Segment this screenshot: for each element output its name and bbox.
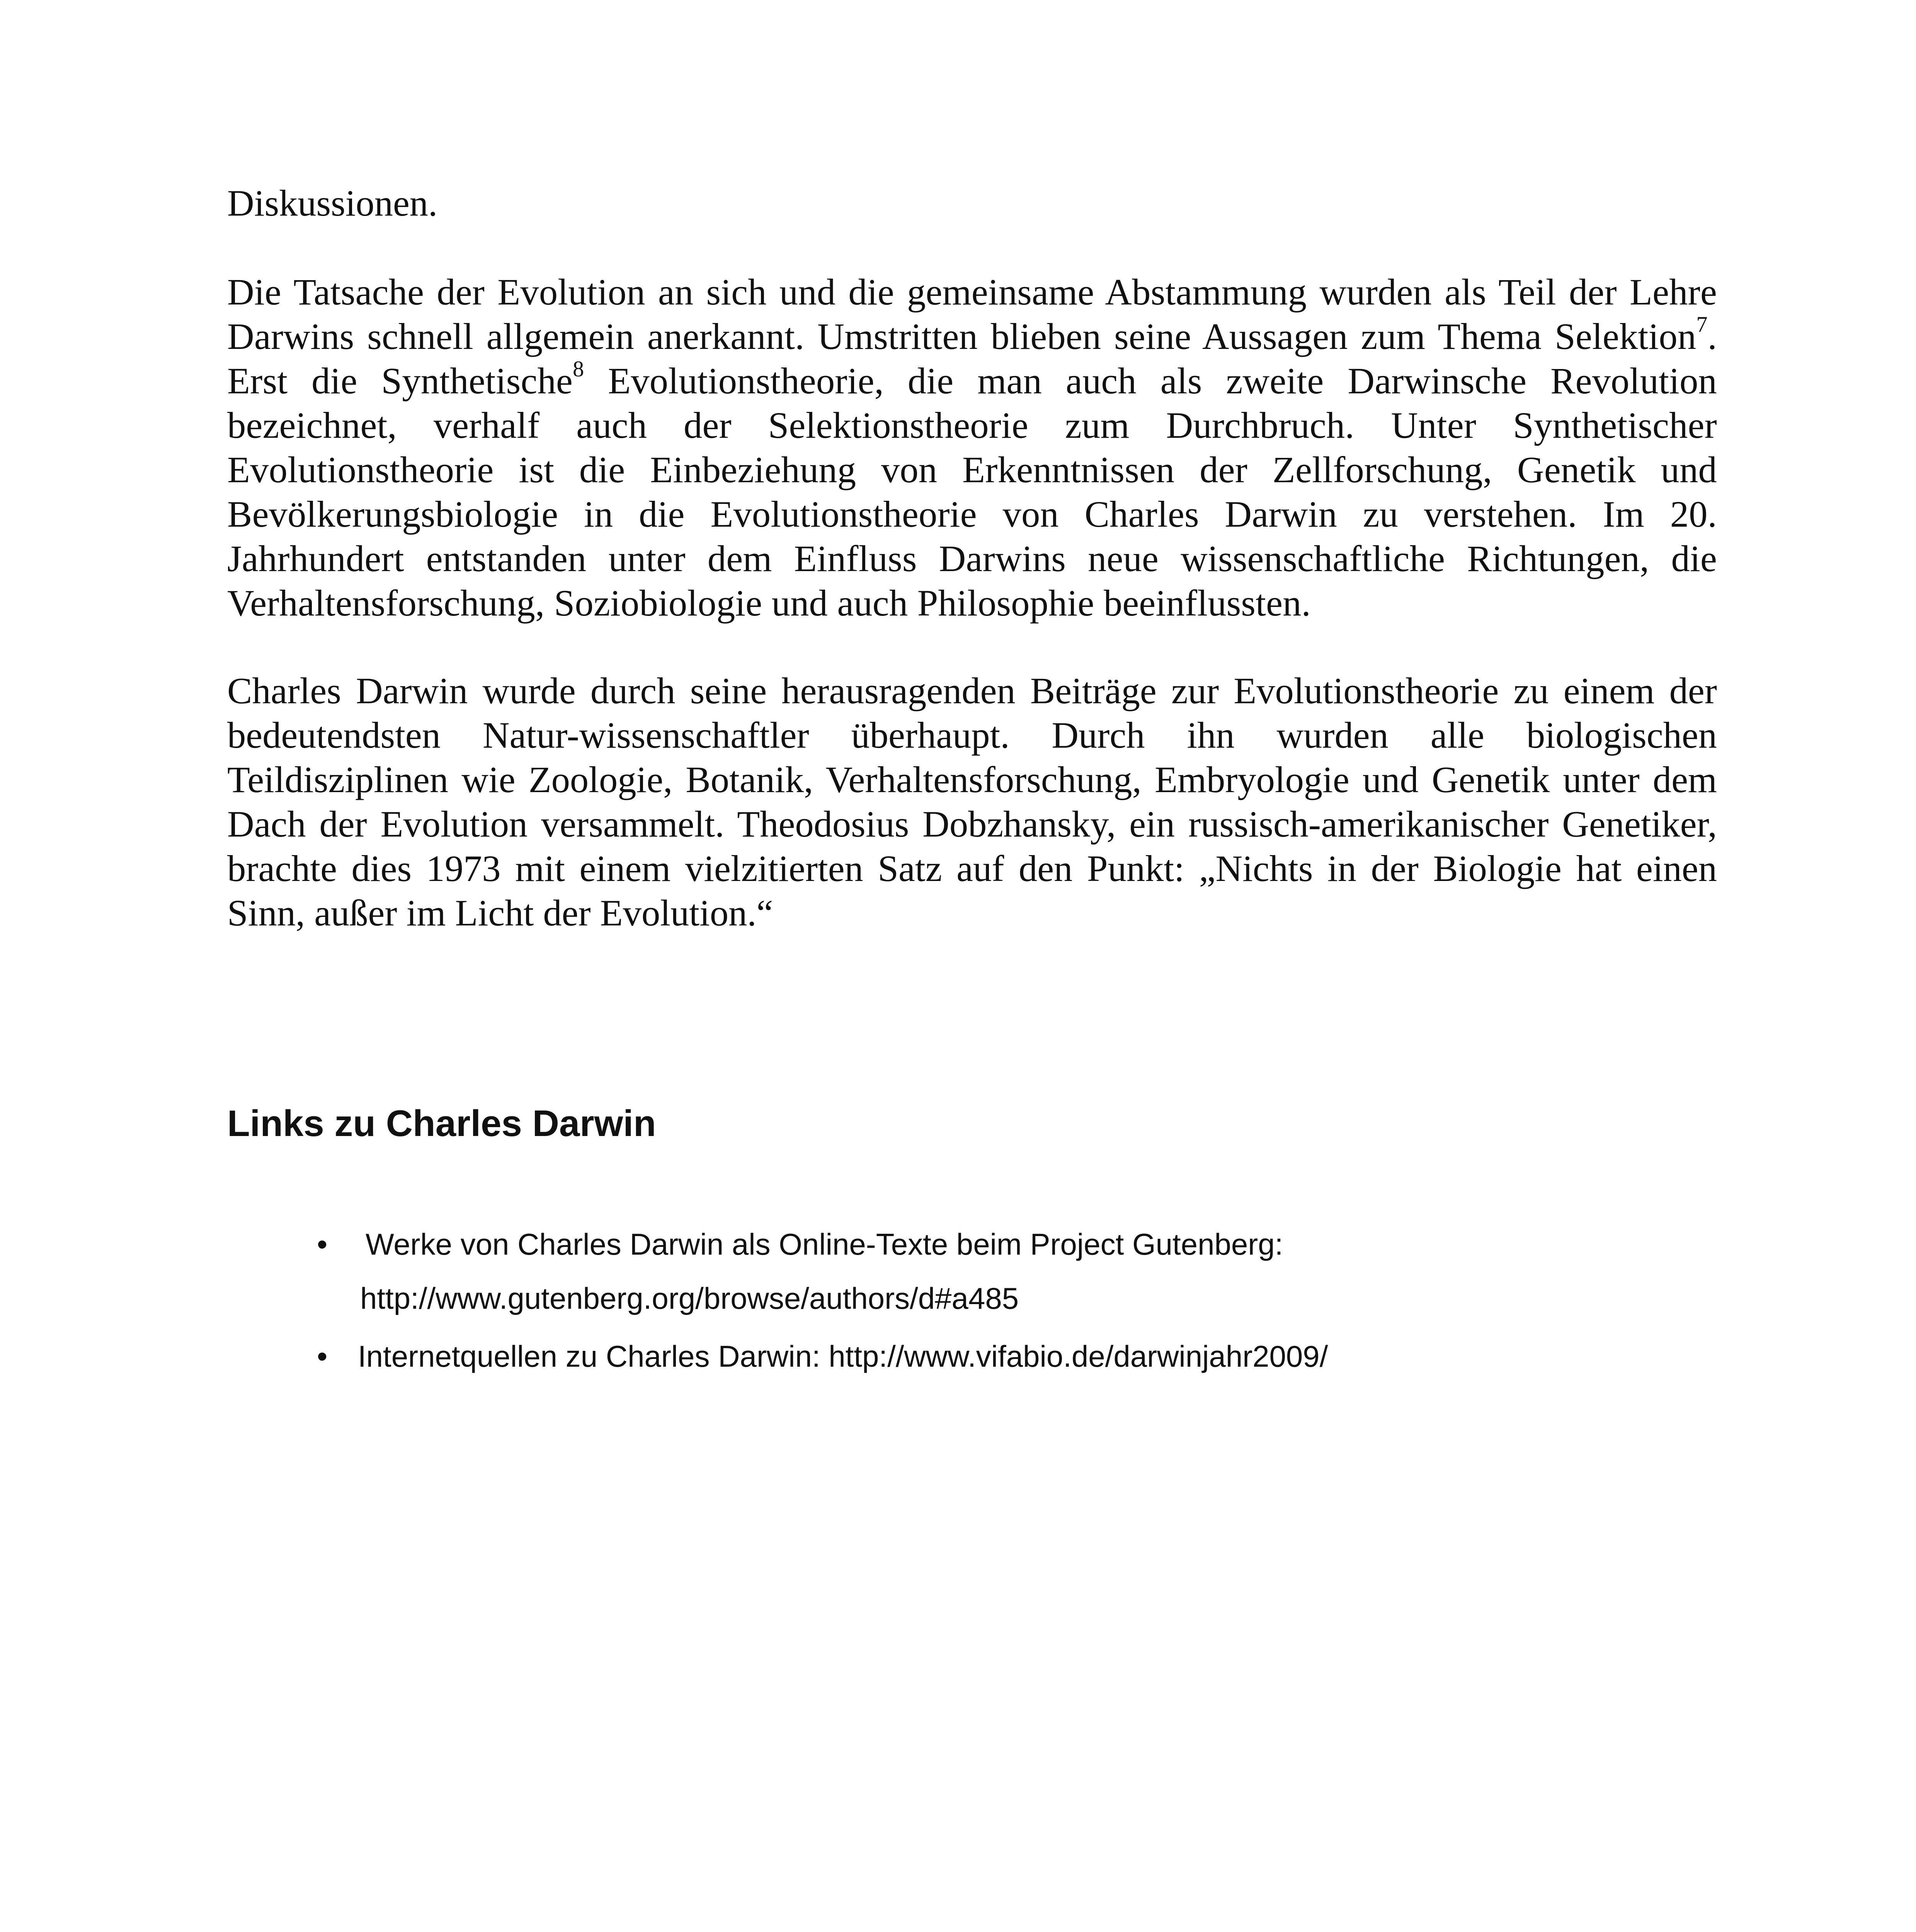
links-heading: Links zu Charles Darwin (227, 1103, 656, 1144)
paragraph-continuation: Diskussionen. (227, 182, 438, 224)
gutenberg-link[interactable]: http://www.gutenberg.org/browse/authors/d#a485 (360, 1281, 1019, 1315)
paragraph-darwin-significance: Charles Darwin wurde durch seine herausragenden Beiträge zur Evolutionstheorie zu einem der bedeutendsten Natur-wissenschaftler überhaupt. Durch ihn wurden alle biologischen Teildisziplinen wie Zoologie, Botanik, Verhaltensforschung, Embryologie und Genetik unter dem Dach der Evolution versammelt. Theodosius Dobzhansky, ein russisch-amerikanischer Genetiker, brachte dies 1973 mit einem vielzitierten Satz auf den Punkt: „Nichts in der Biologie hat einen Sinn, außer im Licht der Evolution.“ (227, 670, 1717, 934)
bullet-icon: • (317, 1339, 328, 1373)
paragraph-text: Evolutionstheorie, die man auch als zweite Darwinsche Revolution bezeichnet, verhalf auch der Selektionstheorie zum Durchbruch. Unter Synthetischer Evolutionstheorie ist die Einbeziehung von Erkenntnissen der Zellforschung, Genetik und Bevölkerungsbiologie in die Evolutionstheorie von Charles Darwin zu verstehen. Im 20. Jahrhundert entstanden unter dem Einfluss Darwins neue wissenschaftliche Richtungen, die Verhaltensforschung, Soziobiologie und auch Philosophie beeinflussten. (227, 360, 1717, 624)
vifabio-link[interactable]: Internetquellen zu Charles Darwin: http://www.vifabio.de/darwinjahr2009/ (358, 1339, 1328, 1373)
footnote-ref-7[interactable]: 7 (1696, 312, 1708, 337)
paragraph-text: . Erst die Synthetische (227, 316, 1717, 401)
paragraph-evolution-acceptance (227, 270, 1717, 625)
link-item-text: Werke von Charles Darwin als Online-Texte beim Project Gutenberg: (366, 1227, 1283, 1261)
paragraph-text: Die Tatsache der Evolution an sich und die gemeinsame Abstammung wurden als Teil der Lehre Darwins schnell allgemein anerkannt. Umstritten blieben seine Aussagen zum Thema Selektion (227, 271, 1717, 357)
footnote-ref-8[interactable]: 8 (573, 356, 584, 381)
bullet-icon: • (317, 1227, 328, 1261)
